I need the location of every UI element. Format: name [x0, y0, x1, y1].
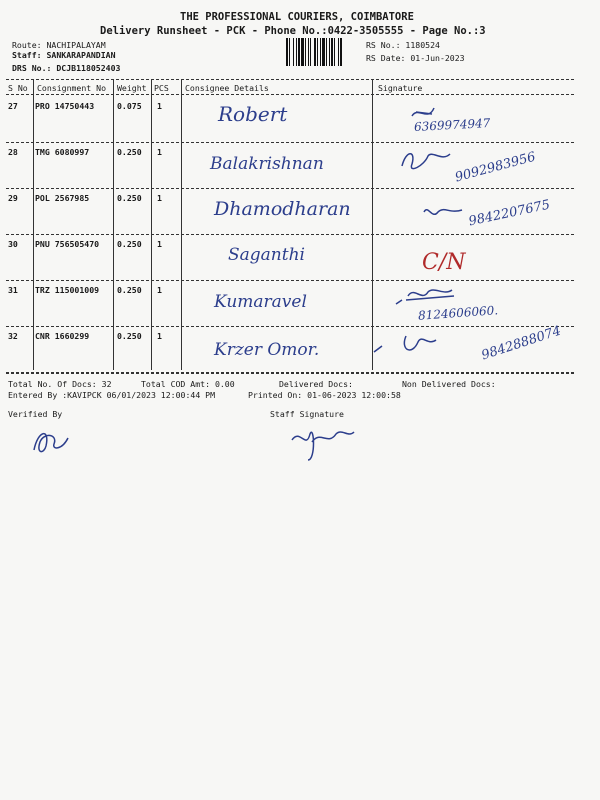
barcode-bar	[342, 38, 343, 66]
cell-sno: 30	[8, 239, 18, 249]
cell-pcs: 1	[157, 193, 162, 203]
cell-sno: 31	[8, 285, 18, 295]
route-label: Route: NACHIPALAYAM	[12, 40, 106, 50]
row-separator	[6, 326, 574, 327]
col-header-consignment: Consignment No	[37, 83, 107, 93]
cell-signature-note: C/N	[422, 250, 466, 275]
cell-weight: 0.250	[117, 239, 142, 249]
col-header-weight: Weight	[117, 83, 147, 93]
cell-consignment: TMG 6080997	[35, 147, 90, 157]
cell-weight: 0.250	[117, 193, 142, 203]
signature-scribble	[370, 330, 440, 364]
col-header-sno: S No	[8, 83, 28, 93]
signature-scribble	[408, 102, 478, 136]
cell-weight: 0.250	[117, 147, 142, 157]
drs-number: DRS No.: DCJB118052403	[12, 63, 121, 73]
cell-sno: 29	[8, 193, 18, 203]
cell-consignment: PRO 14750443	[35, 101, 95, 111]
cell-pcs: 1	[157, 331, 162, 341]
table-bottom-rule	[6, 373, 574, 374]
col-header-pcs: PCS	[154, 83, 169, 93]
cell-sno: 27	[8, 101, 18, 111]
signature-scribble	[420, 200, 490, 234]
cell-pcs: 1	[157, 285, 162, 295]
cell-consignee-handwritten: Saganthi	[228, 245, 305, 265]
cell-consignee-handwritten: Krzer Omor.	[214, 340, 320, 360]
cell-sno: 32	[8, 331, 18, 341]
cell-signature-note: 8124606060.	[417, 303, 499, 323]
cell-signature-note: 9842888074	[479, 323, 564, 364]
signature-scribble	[392, 282, 462, 316]
table-header-rule	[6, 94, 574, 95]
verified-signature-scribble	[28, 420, 78, 460]
printed-on: Printed On: 01-06-2023 12:00:58	[248, 390, 401, 400]
cell-consignment: TRZ 115001009	[35, 285, 100, 295]
total-docs: Total No. Of Docs: 32	[8, 379, 112, 389]
col-header-signature: Signature	[378, 83, 423, 93]
cell-pcs: 1	[157, 147, 162, 157]
cell-consignee-handwritten: Kumaravel	[214, 292, 307, 312]
cell-weight: 0.250	[117, 285, 142, 295]
cell-weight: 0.250	[117, 331, 142, 341]
row-separator	[6, 142, 574, 143]
cell-consignment: CNR 1660299	[35, 331, 90, 341]
cell-pcs: 1	[157, 239, 162, 249]
cell-signature-note: 6369974947	[413, 116, 491, 134]
cell-signature-note: 9842207675	[467, 197, 552, 230]
cell-pcs: 1	[157, 101, 162, 111]
staff-label: Staff: SANKARAPANDIAN	[12, 50, 116, 60]
company-title: THE PROFESSIONAL COURIERS, COIMBATORE	[180, 11, 414, 23]
signature-scribble	[398, 146, 468, 180]
rs-number: RS No.: 1180524	[366, 40, 440, 50]
col-header-consignee: Consignee Details	[185, 83, 269, 93]
entered-by: Entered By :KAVIPCK 06/01/2023 12:00:44 PM	[8, 390, 216, 400]
cell-consignee-handwritten: Balakrishnan	[210, 154, 324, 174]
staff-signature-scribble	[288, 420, 358, 465]
table-top-rule	[6, 79, 574, 80]
row-separator	[6, 280, 574, 281]
delivered-docs: Delivered Docs:	[279, 379, 353, 389]
barcode-image	[286, 38, 362, 66]
staff-signature-label: Staff Signature	[270, 409, 344, 419]
non-delivered-docs: Non Delivered Docs:	[402, 379, 496, 389]
cell-sno: 28	[8, 147, 18, 157]
row-separator	[6, 188, 574, 189]
runsheet-subtitle: Delivery Runsheet - PCK - Phone No.:0422-3505555 - Page No.:3	[100, 25, 486, 37]
cell-signature-note: 9092983956	[453, 149, 538, 186]
cell-consignee-handwritten: Robert	[218, 102, 288, 126]
cell-weight: 0.075	[117, 101, 142, 111]
cell-consignment: POL 2567985	[35, 193, 90, 203]
verified-by-label: Verified By	[8, 409, 63, 419]
total-cod: Total COD Amt: 0.00	[141, 379, 235, 389]
cell-consignment: PNU 756505470	[35, 239, 100, 249]
rs-date: RS Date: 01-Jun-2023	[366, 53, 465, 63]
row-separator	[6, 234, 574, 235]
cell-consignee-handwritten: Dhamodharan	[214, 198, 351, 220]
